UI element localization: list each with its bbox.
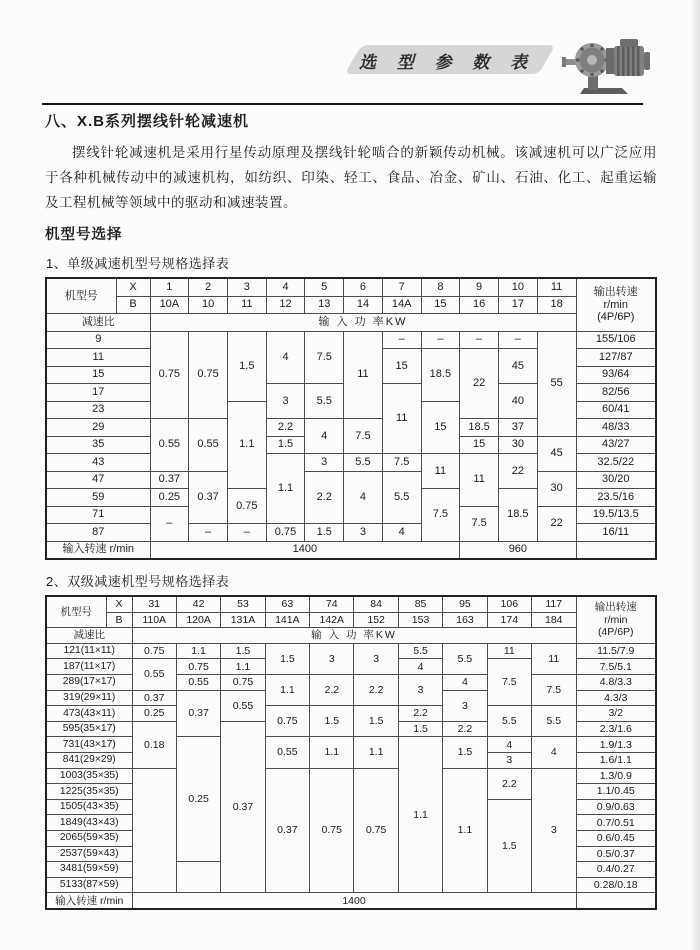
power-cell: 3 xyxy=(310,643,354,674)
table1-caption: 1、单级减速机型号规格选择表 xyxy=(46,256,230,271)
x-value-header-cell: 10 xyxy=(498,278,537,296)
output-speed-cell: 32.5/22 xyxy=(576,454,656,472)
power-cell: 0.37 xyxy=(265,768,309,893)
power-cell: 5.5 xyxy=(305,384,344,419)
output-speed-cell: 0.7/0.51 xyxy=(576,815,656,831)
subsection-title: 机型号选择 xyxy=(45,227,123,243)
b-value-header-cell: 12 xyxy=(266,296,305,314)
ratio-cell: 473(43×11) xyxy=(46,706,132,722)
power-cell: – xyxy=(460,331,499,349)
power-cell: 5.5 xyxy=(487,706,531,737)
power-cell: 4 xyxy=(398,659,442,675)
power-cell: 18.5 xyxy=(421,349,460,402)
power-cell: 3 xyxy=(487,752,531,768)
ratio-cell: 59 xyxy=(46,489,150,507)
table-row xyxy=(46,643,656,659)
ratio-cell: 29 xyxy=(46,419,150,437)
power-cell: 4 xyxy=(443,674,487,690)
power-cell: 15 xyxy=(421,401,460,454)
power-cell: 15 xyxy=(460,436,499,454)
ratio-cell: 187(11×17) xyxy=(46,659,132,675)
x-value-header-cell: 53 xyxy=(221,596,265,612)
power-cell: 11 xyxy=(487,643,531,659)
ratio-cell: 1003(35×35) xyxy=(46,768,132,784)
ratio-cell: 47 xyxy=(46,471,150,489)
output-header-line: (4P/6P) xyxy=(597,311,635,323)
output-speed-cell: 60/41 xyxy=(576,401,656,419)
power-cell: 2.2 xyxy=(398,706,442,722)
output-header-line: (4P/6P) xyxy=(597,626,634,639)
power-cell: 0.75 xyxy=(176,659,220,675)
power-cell: 0.75 xyxy=(227,489,266,524)
output-speed-cell: 0.6/0.45 xyxy=(576,830,656,846)
input-speed-value-cell: 1400 xyxy=(132,893,576,909)
x-value-header-cell: 42 xyxy=(176,596,220,612)
output-speed-cell: 1.6/1.1 xyxy=(576,752,656,768)
power-cell: 3 xyxy=(398,674,442,705)
ratio-cell: 319(29×11) xyxy=(46,690,132,706)
x-value-header-cell: 2 xyxy=(189,278,228,296)
single-stage-selection-table xyxy=(45,277,657,560)
ratio-cell: 5133(87×59) xyxy=(46,877,132,893)
power-cell: 11 xyxy=(532,643,576,674)
x-value-header-cell: 6 xyxy=(344,278,383,296)
table-row xyxy=(46,706,656,722)
ratio-cell: 1225(35×35) xyxy=(46,784,132,800)
power-cell: 1.1 xyxy=(443,768,487,893)
ratio-cell: 289(17×17) xyxy=(46,674,132,690)
ratio-cell: 731(43×17) xyxy=(46,737,132,753)
b-value-header-cell: 153 xyxy=(398,612,442,628)
input-speed-value-cell: 1400 xyxy=(150,541,460,559)
ratio-cell: 595(35×17) xyxy=(46,721,132,737)
ratio-cell: 71 xyxy=(46,506,150,524)
ratio-cell: 35 xyxy=(46,436,150,454)
power-cell: 40 xyxy=(498,384,537,419)
output-speed-cell: 0.9/0.63 xyxy=(576,799,656,815)
power-cell: 7.5 xyxy=(382,454,421,472)
power-cell: 37 xyxy=(498,419,537,437)
x-value-header-cell: 5 xyxy=(305,278,344,296)
power-cell: 0.55 xyxy=(265,737,309,768)
table-row xyxy=(46,471,656,489)
x-value-header-cell: 3 xyxy=(227,278,266,296)
input-speed-row xyxy=(46,893,656,909)
ratio-cell: 1849(43×43) xyxy=(46,815,132,831)
double-stage-selection-table xyxy=(45,595,657,910)
power-cell: 30 xyxy=(537,471,576,506)
x-value-header-cell: 31 xyxy=(132,596,176,612)
ratio-cell: 841(29×29) xyxy=(46,752,132,768)
b-value-header-cell: 17 xyxy=(498,296,537,314)
power-cell: 2.2 xyxy=(305,471,344,524)
power-cell: 0.55 xyxy=(132,659,176,690)
header-rule xyxy=(42,103,643,105)
input-speed-label-cell: 输入转速 r/min xyxy=(46,541,150,559)
ratio-cell: 23 xyxy=(46,401,150,419)
x-value-header-cell: 4 xyxy=(266,278,305,296)
power-cell: 2.2 xyxy=(310,674,354,705)
power-cell: 4 xyxy=(532,737,576,768)
power-cell: 1.5 xyxy=(354,706,398,737)
power-cell: – xyxy=(150,506,189,541)
b-value-header-cell: 184 xyxy=(532,612,576,628)
output-speed-cell: 1.3/0.9 xyxy=(576,768,656,784)
power-cell: 5.5 xyxy=(382,471,421,524)
power-cell: 1.5 xyxy=(305,524,344,542)
power-cell: 4 xyxy=(487,737,531,753)
power-cell: 0.25 xyxy=(132,706,176,722)
b-value-header-cell: 120A xyxy=(176,612,220,628)
power-cell: 1.1 xyxy=(310,737,354,768)
power-cell: 3 xyxy=(266,384,305,419)
blank-cell xyxy=(576,541,656,559)
power-cell: – xyxy=(227,524,266,542)
output-speed-cell: 127/87 xyxy=(576,349,656,367)
ratio-cell: 15 xyxy=(46,366,150,384)
power-cell: 22 xyxy=(537,506,576,541)
power-cell: 2.2 xyxy=(443,721,487,737)
power-cell: – xyxy=(382,331,421,349)
power-cell: 0.37 xyxy=(221,721,265,893)
blank-cell xyxy=(576,893,656,909)
power-cell: 1.5 xyxy=(227,331,266,401)
output-speed-cell: 1.1/0.45 xyxy=(576,784,656,800)
header-banner-label: 选 型 参 数 表 xyxy=(359,53,535,72)
section-title: 八、X.B系列摆线针轮减速机 xyxy=(45,113,250,130)
power-cell: 0.37 xyxy=(150,471,189,489)
power-cell: 11 xyxy=(460,454,499,507)
output-speed-cell: 19.5/13.5 xyxy=(576,506,656,524)
b-value-header-cell: 13 xyxy=(305,296,344,314)
power-cell: 0.25 xyxy=(176,737,220,862)
power-cell: 4 xyxy=(266,331,305,384)
power-cell: 22 xyxy=(498,454,537,489)
power-cell: 7.5 xyxy=(460,506,499,541)
power-cell: 0.75 xyxy=(189,331,228,419)
power-cell: 3 xyxy=(305,454,344,472)
power-cell: 18.5 xyxy=(460,419,499,437)
x-value-header-cell: 117 xyxy=(532,596,576,612)
output-speed-header-cell xyxy=(576,278,656,331)
input-power-header-cell: 输 入 功 率KW xyxy=(132,628,576,644)
power-cell: 0.37 xyxy=(189,471,228,524)
power-cell: 45 xyxy=(498,349,537,384)
power-cell: 1.1 xyxy=(176,643,220,659)
model-header-cell: 机型号 xyxy=(46,596,106,628)
ratio-cell: 3481(59×59) xyxy=(46,862,132,878)
output-header-line: r/min xyxy=(604,613,628,626)
power-cell: 55 xyxy=(537,331,576,436)
power-cell: – xyxy=(189,524,228,542)
ratio-cell: 2065(59×35) xyxy=(46,830,132,846)
power-cell: 0.55 xyxy=(221,690,265,721)
ratio-cell: 2537(59×43) xyxy=(46,846,132,862)
output-speed-cell: 1.9/1.3 xyxy=(576,737,656,753)
x-value-header-cell: 95 xyxy=(443,596,487,612)
power-cell: 0.75 xyxy=(221,674,265,690)
ratio-cell: 121(11×11) xyxy=(46,643,132,659)
x-value-header-cell: 63 xyxy=(265,596,309,612)
x-value-header-cell: 74 xyxy=(310,596,354,612)
x-row-header-cell: X xyxy=(106,596,132,612)
table-row xyxy=(46,768,656,784)
power-cell: 18.5 xyxy=(498,489,537,542)
output-speed-cell: 11.5/7.9 xyxy=(576,643,656,659)
x-value-header-cell: 7 xyxy=(382,278,421,296)
b-value-header-cell: 10A xyxy=(150,296,189,314)
x-value-header-cell: 85 xyxy=(398,596,442,612)
power-cell: 1.1 xyxy=(221,659,265,675)
gear-motor-photo xyxy=(562,32,654,103)
ratio-cell: 1505(43×35) xyxy=(46,799,132,815)
power-cell: 5.5 xyxy=(398,643,442,659)
power-cell: 45 xyxy=(537,436,576,471)
power-cell: 0.55 xyxy=(150,419,189,472)
output-speed-cell: 48/33 xyxy=(576,419,656,437)
table-row xyxy=(46,331,656,349)
power-cell: 5.5 xyxy=(344,454,383,472)
x-value-header-cell: 106 xyxy=(487,596,531,612)
b-value-header-cell: 14 xyxy=(344,296,383,314)
table2-caption: 2、双级减速机型号规格选择表 xyxy=(46,574,230,589)
x-value-header-cell: 84 xyxy=(354,596,398,612)
output-speed-cell: 0.5/0.37 xyxy=(576,846,656,862)
power-cell: 1.1 xyxy=(266,454,305,524)
power-cell: 22 xyxy=(460,349,499,419)
power-cell: 0.75 xyxy=(310,768,354,893)
b-value-header-cell: 110A xyxy=(132,612,176,628)
power-cell: 4 xyxy=(382,524,421,542)
power-cell: 3 xyxy=(443,690,487,721)
power-cell: 0.37 xyxy=(176,690,220,737)
power-cell: 11 xyxy=(421,454,460,489)
power-cell: 11 xyxy=(344,331,383,419)
power-cell: 5.5 xyxy=(443,643,487,674)
output-speed-cell: 43/27 xyxy=(576,436,656,454)
power-cell: 0.75 xyxy=(265,706,309,737)
input-speed-label-cell: 输入转速 r/min xyxy=(46,893,132,909)
power-cell: 1.1 xyxy=(265,674,309,705)
power-cell: 0.55 xyxy=(176,674,220,690)
b-value-header-cell: 15 xyxy=(421,296,460,314)
power-cell: – xyxy=(421,331,460,349)
power-cell: 0.25 xyxy=(150,489,189,507)
output-speed-cell: 93/64 xyxy=(576,366,656,384)
power-cell: 4 xyxy=(344,471,383,524)
output-speed-cell: 4.8/3.3 xyxy=(576,674,656,690)
ratio-cell: 87 xyxy=(46,524,150,542)
power-cell: 0.75 xyxy=(354,768,398,893)
power-cell: 0.37 xyxy=(132,690,176,706)
power-cell: 2.2 xyxy=(266,419,305,437)
x-value-header-cell: 1 xyxy=(150,278,189,296)
power-cell: 3 xyxy=(354,643,398,674)
output-header-line: 输出转速 xyxy=(593,286,638,298)
power-cell: 3 xyxy=(344,524,383,542)
output-speed-cell: 23.5/16 xyxy=(576,489,656,507)
b-value-header-cell: 11 xyxy=(227,296,266,314)
power-cell: 7.5 xyxy=(487,659,531,706)
output-speed-cell: 2.3/1.6 xyxy=(576,721,656,737)
power-cell: 30 xyxy=(498,436,537,454)
power-cell: 7.5 xyxy=(532,674,576,705)
ratio-cell: 43 xyxy=(46,454,150,472)
ratio-cell: 17 xyxy=(46,384,150,402)
b-value-header-cell: 131A xyxy=(221,612,265,628)
output-speed-cell: 30/20 xyxy=(576,471,656,489)
power-cell: 1.5 xyxy=(310,706,354,737)
power-cell: 1.1 xyxy=(398,737,442,893)
power-cell: 15 xyxy=(382,349,421,384)
power-cell: 1.1 xyxy=(227,401,266,489)
ratio-header-cell: 减速比 xyxy=(46,314,150,332)
output-speed-cell: 82/56 xyxy=(576,384,656,402)
power-cell: 7.5 xyxy=(305,331,344,384)
intro-paragraph: 摆线针轮减速机是采用行星传动原理及摆线针轮啮合的新颖传动机械。该减速机可以广泛应用于各种机械传动中的减速机构，如纺织、印染、轻工、食品、冶金、矿山、石油、化工、起重运输及工程机械等领域中的驱动和减速装置。 xyxy=(45,145,657,210)
b-value-header-cell: 142A xyxy=(310,612,354,628)
output-header-line: 输出转速 xyxy=(594,601,637,614)
power-cell: 7.5 xyxy=(344,419,383,454)
b-value-header-cell: 152 xyxy=(354,612,398,628)
power-cell: 0.75 xyxy=(150,331,189,419)
input-speed-row xyxy=(46,541,656,559)
power-cell: 1.5 xyxy=(266,436,305,454)
gear-motor-image xyxy=(562,32,654,98)
b-value-header-cell: 10 xyxy=(189,296,228,314)
power-cell: 5.5 xyxy=(532,706,576,737)
b-value-header-cell: 141A xyxy=(265,612,309,628)
power-cell: 1.1 xyxy=(354,737,398,768)
power-cell: 2.2 xyxy=(487,768,531,799)
ratio-cell: 11 xyxy=(46,349,150,367)
b-value-header-cell: 174 xyxy=(487,612,531,628)
output-header-line: r/min xyxy=(603,298,628,311)
power-cell: – xyxy=(498,331,537,349)
power-cell: 4 xyxy=(305,419,344,454)
ratio-cell: 9 xyxy=(46,331,150,349)
b-value-header-cell: 163 xyxy=(443,612,487,628)
ratio-header-cell: 减速比 xyxy=(46,628,132,644)
power-cell: 0.75 xyxy=(266,524,305,542)
output-speed-cell: 16/11 xyxy=(576,524,656,542)
power-cell: 1.5 xyxy=(221,643,265,659)
power-cell: 3 xyxy=(532,768,576,893)
model-header-cell: 机型号 xyxy=(46,278,116,314)
content xyxy=(45,110,657,921)
output-speed-cell: 4.3/3 xyxy=(576,690,656,706)
output-speed-cell: 3/2 xyxy=(576,706,656,722)
b-row-header-cell: B xyxy=(106,612,132,628)
x-value-header-cell: 9 xyxy=(460,278,499,296)
power-cell: 1.5 xyxy=(398,721,442,737)
output-speed-cell: 7.5/5.1 xyxy=(576,659,656,675)
output-speed-cell: 0.4/0.27 xyxy=(576,862,656,878)
power-cell xyxy=(176,862,220,893)
input-speed-value-cell: 960 xyxy=(460,541,576,559)
x-value-header-cell: 11 xyxy=(537,278,576,296)
power-cell: 1.5 xyxy=(443,737,487,768)
x-row-header-cell: X xyxy=(116,278,150,296)
power-cell: 7.5 xyxy=(421,489,460,542)
b-row-header-cell: B xyxy=(116,296,150,314)
power-cell: 11 xyxy=(382,384,421,454)
power-cell: 1.5 xyxy=(487,799,531,893)
b-value-header-cell: 18 xyxy=(537,296,576,314)
x-value-header-cell: 8 xyxy=(421,278,460,296)
output-speed-cell: 0.28/0.18 xyxy=(576,877,656,893)
b-value-header-cell: 14A xyxy=(382,296,421,314)
power-cell xyxy=(132,768,176,893)
b-value-header-cell: 16 xyxy=(460,296,499,314)
power-cell: 2.2 xyxy=(354,674,398,705)
output-speed-cell: 155/106 xyxy=(576,331,656,349)
power-cell: 0.75 xyxy=(132,643,176,659)
power-cell: 0.18 xyxy=(132,721,176,768)
power-cell: 1.5 xyxy=(265,643,309,674)
input-power-header-cell: 输 入 功 率KW xyxy=(150,314,576,332)
output-speed-header-cell xyxy=(576,596,656,643)
power-cell: 0.55 xyxy=(189,419,228,472)
